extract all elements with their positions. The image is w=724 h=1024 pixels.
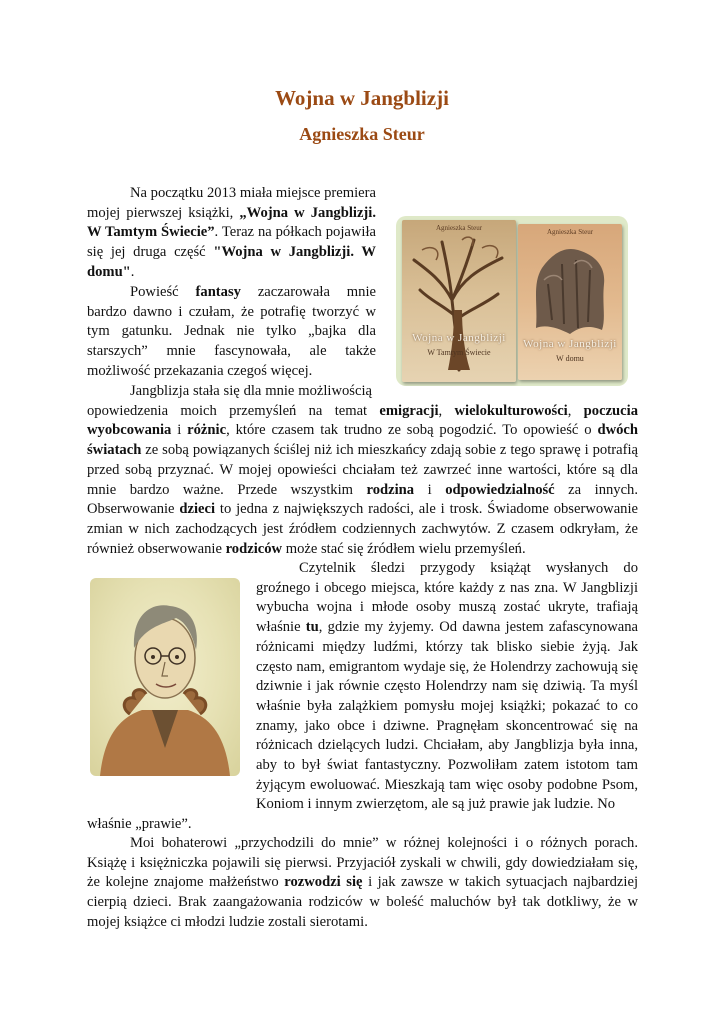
- p3-text-1: Jangblizja stała się dla mnie możliwością opowiedzenia moich przemyśleń na temat: [87, 383, 380, 419]
- p3-text-9: to jedna z największych radości, ale i trosk. Świadome obserwowanie zmian w nich zachodzących jest źródłem codziennych zachwytów. Z czasem odkryłam, że również obserwowanie: [87, 501, 638, 557]
- book2-author: Agnieszka Steur: [546, 228, 594, 236]
- p1-bold-2: "Wojna w Jangblizji. W domu": [87, 244, 376, 280]
- book-cover-2: [518, 224, 622, 380]
- p4-text-3: właśnie „prawie”.: [87, 816, 192, 832]
- p5-bold-1: rozwodzi się: [284, 874, 363, 891]
- p3-text-3: ,: [567, 402, 584, 419]
- book1-subtitle: W Tamtym Świecie: [427, 348, 491, 357]
- p3-spacer: [372, 382, 638, 401]
- p1-bold-1: „Wojna w Jangblizji. W Tamtym Świecie”: [87, 204, 376, 241]
- p2-bold-1: fantasy: [195, 284, 241, 300]
- book2-title: Wojna w Jangblizji: [523, 338, 617, 350]
- p3-bold-4: różnic: [187, 422, 227, 439]
- paragraph-intro: [87, 184, 376, 283]
- p1-text-3: .: [130, 263, 135, 280]
- paragraph-fantasy: [87, 283, 376, 382]
- paragraph-jangblizja: [87, 382, 638, 559]
- p3-text-5: , które czasem tak trudno ze sobą pogodzić. To opowieść o: [226, 422, 598, 439]
- book2-subtitle: W domu: [556, 354, 584, 363]
- p3-bold-3: poczucia wyobcowania: [87, 402, 638, 439]
- book-covers-image: [396, 216, 628, 386]
- paragraph-reader-end: [87, 815, 638, 835]
- p3-bold-8: dzieci: [179, 501, 216, 518]
- p3-text-7: i: [414, 481, 446, 498]
- p3-bold-2: wielokulturowości: [454, 402, 568, 419]
- p3-text-4: i: [171, 422, 188, 439]
- p3-text-8: za innych. Obserwowanie: [87, 481, 639, 518]
- p2-text-2: zaczarowała mnie bardzo dawno i czułam, że potrafię tworzyć w tym gatunku. Jednak nie tylko „bajka dla starszych” mnie fascynowała, ale także możliwość przekazania czegoś więcej.: [87, 284, 376, 379]
- p3-bold-6: rodzina: [366, 481, 415, 498]
- tree-illustration: [402, 220, 516, 382]
- book1-author: Agnieszka Steur: [435, 224, 483, 232]
- page-title: Wojna w Jangblizji: [275, 86, 449, 110]
- p4-text-2: , gdzie my żyjemy. Od dawna jestem zafascynowana różnicami między ludźmi, którzy tak blisko siebie żyją. Jak często nam, emigrantom wydaje się, że Holendrzy zachowują się dziwnie i jak równie często Holendrzy nam się dziwią. Ta myśl właśnie była zalążkiem pomysłu mojej książki; pokazać to co znamy, jako obce i dziwne. Pragnęłam skoncentrować się na różnicach dzielących ludzi. Chciałam, aby Jangblizja była inna, aby to był świat fantastyczny. Pozwoliłam zatem istotom tam żyjącym ewoluować. Mieszkają tam więc osoby podobne Psom, Koniom i innym zwierzętom, ale są już prawie jak ludzie. No: [256, 619, 638, 813]
- p3-bold-9: rodziców: [225, 540, 283, 557]
- p1-text-1: Na początku 2013 miała miejsce premiera mojej pierwszej książki,: [87, 185, 376, 221]
- book-cover-1: [402, 220, 516, 382]
- p5-text-1: Moi bohaterowi „przychodzili do mnie” w różnej kolejności i o różnych porach. Książę i księżniczka pojawili się pierwsi. Przyjaciół zyskali w chwili, gdy dowiedziałam się, że kolejne znajome małżeństwo: [87, 835, 638, 891]
- paragraph-characters: [87, 834, 638, 933]
- p5-text-2: i jak zawsze w takich sytuacjach najbardziej cierpią dzieci. Brak zaangażowania rodziców w boleść maluchów był tak dotkliwy, że w mojej książce ci młodzi ludzie zostali sierotami.: [87, 874, 639, 930]
- author-name: Agnieszka Steur: [299, 124, 425, 144]
- author-portrait-image: [90, 578, 240, 776]
- p1-text-2: . Teraz na półkach pojawiła się jej druga część: [87, 224, 376, 261]
- p3-bold-7: odpowiedzialność: [445, 481, 555, 498]
- p2-text-1: Powieść: [130, 284, 196, 300]
- p3-bold-5: dwóch światach: [87, 422, 638, 459]
- p3-bold-1: emigracji: [379, 402, 439, 419]
- paragraph-reader: [256, 559, 638, 815]
- p3-text-2: ,: [438, 402, 455, 419]
- portrait-illustration: [90, 578, 240, 776]
- p3-text-6: ze sobą powiązanych ściślej niż ich mieszkańcy zdają sobie z tego sprawę i potrafią przed sobą przyznać. W mojej opowieści chciałam też zawrzeć inne wartości, które są dla mnie bardzo ważne. Przede wszystkim: [87, 442, 638, 498]
- p3-text-10: może stać się źródłem wielu przemyśleń.: [282, 540, 526, 557]
- book1-title: Wojna w Jangblizji: [412, 332, 506, 344]
- p4-text-1: Czytelnik śledzi przygody książąt wysłanych do groźnego i obcego miejsca, które każdy z nas zna. W Jangblizji wybucha wojna i młode osoby muszą zostać ukryte, trafiają właśnie: [256, 560, 638, 636]
- p4-bold-1: tu: [305, 619, 319, 636]
